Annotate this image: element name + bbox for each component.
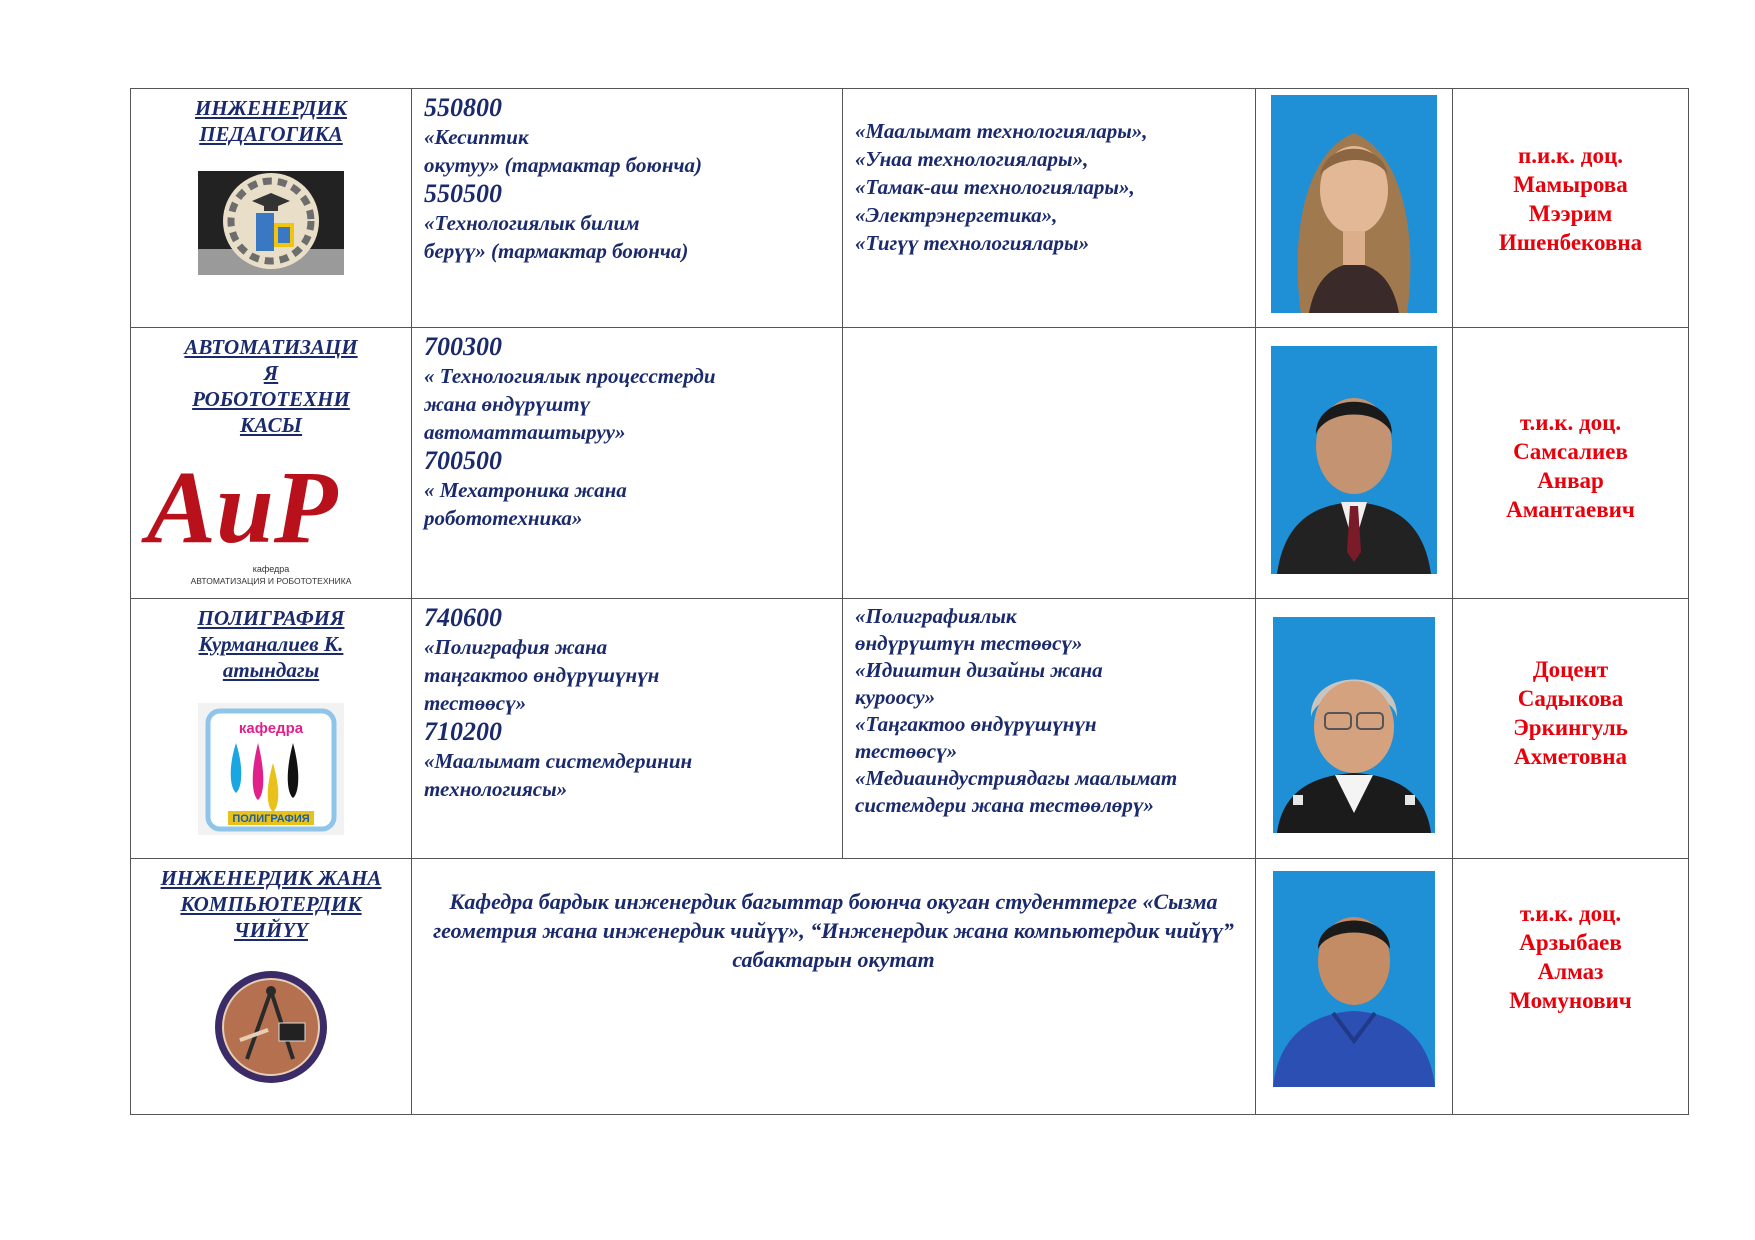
program-code: 550500 xyxy=(424,179,502,208)
photo-cell xyxy=(1256,859,1453,1115)
program-code: 740600 xyxy=(424,603,502,632)
programs-cell xyxy=(412,599,843,859)
department-name: АВТОМАТИЗАЦИ Я РОБОТОТЕХНИ КАСЫ xyxy=(184,335,358,437)
table-row xyxy=(131,89,1689,328)
svg-text:АВТОМАТИЗАЦИЯ И РОБОТОТЕХНИКА: АВТОМАТИЗАЦИЯ И РОБОТОТЕХНИКА xyxy=(190,576,352,586)
department-head-name: т.и.к. доц. Самсалиев Анвар Амантаевич xyxy=(1506,410,1635,522)
departments-table xyxy=(130,88,1689,1115)
svg-text:кафедра: кафедра xyxy=(252,564,290,574)
program-name: «Технологиялык билим берүү» (тармактар боюнча) xyxy=(424,211,689,263)
program-code: 710200 xyxy=(424,717,502,746)
specializations-cell xyxy=(843,599,1256,859)
department-description: Кафедра бардык инженердик багыттар боюнча окуган студенттерге «Сызма геометрия жана инженердик чийүү», “Инженердик жана компьютердик чийүү” сабактарын окутат xyxy=(433,889,1234,972)
table-row xyxy=(131,859,1689,1115)
specializations-text: «Полиграфиялык өндүрүштүн тестөөсү» «Идиштин дизайны жана куроосу» «Таңгактоо өндүрүшүнүн тестөөсү» «Медиаиндустриядагы маалымат системдери жана тестөөлөрү» xyxy=(855,604,1178,817)
polygraphy-logo-icon xyxy=(131,703,411,835)
specializations-cell xyxy=(843,89,1256,328)
engineering-drawing-logo-icon xyxy=(131,969,411,1085)
program-name: «Полиграфия жана таңгактоо өндүрүшүнүн тестөөсү» xyxy=(424,635,660,715)
program-name: « Технологиялык процесстерди жана өндүрүштү автоматташтыруу» xyxy=(424,364,716,444)
department-head-name: Доцент Садыкова Эркингуль Ахметовна xyxy=(1513,657,1628,769)
specializations-cell xyxy=(843,328,1256,599)
photo-cell xyxy=(1256,89,1453,328)
department-cell xyxy=(131,328,412,599)
program-code: 700300 xyxy=(424,332,502,361)
svg-text:кафедра: кафедра xyxy=(238,720,304,737)
description-cell xyxy=(412,859,1256,1115)
department-cell xyxy=(131,859,412,1115)
department-name: ПОЛИГРАФИЯ Курманалиев К. атындагы xyxy=(197,606,345,682)
department-head-name: п.и.к. доц. Мамырова Мээрим Ишенбековна xyxy=(1498,143,1643,255)
department-name: ИНЖЕНЕРДИК ЖАНА КОМПЬЮТЕРДИК ЧИЙҮҮ xyxy=(160,866,382,942)
avatar xyxy=(1256,859,1452,1087)
program-name: «Маалымат системдеринин технологиясы» xyxy=(424,749,693,801)
department-cell xyxy=(131,599,412,859)
table-row xyxy=(131,328,1689,599)
programs-cell xyxy=(412,89,843,328)
automation-robotics-logo-icon xyxy=(131,442,411,590)
avatar xyxy=(1256,89,1452,313)
program-code: 700500 xyxy=(424,446,502,475)
department-name: ИНЖЕНЕРДИК ПЕДАГОГИКА xyxy=(195,96,347,146)
svg-text:АиР: АиР xyxy=(146,450,338,565)
head-cell xyxy=(1453,599,1689,859)
specializations-text xyxy=(843,328,1255,356)
specializations-text: «Маалымат технологиялары», «Унаа технологиялары», «Тамак-аш технологиялары», «Электрэнергетика», «Тигүү технологиялары» xyxy=(855,119,1148,255)
photo-cell xyxy=(1256,328,1453,599)
head-cell xyxy=(1453,328,1689,599)
head-cell xyxy=(1453,89,1689,328)
table-row xyxy=(131,599,1689,859)
program-code: 550800 xyxy=(424,93,502,122)
photo-cell xyxy=(1256,599,1453,859)
head-cell xyxy=(1453,859,1689,1115)
engineering-pedagogy-logo-icon xyxy=(131,171,411,275)
avatar xyxy=(1256,599,1452,833)
department-head-name: т.и.к. доц. Арзыбаев Алмаз Момунович xyxy=(1509,901,1632,1013)
svg-text:ПОЛИГРАФИЯ: ПОЛИГРАФИЯ xyxy=(232,813,310,825)
program-name: «Кесиптик окутуу» (тармактар боюнча) xyxy=(424,125,702,177)
avatar xyxy=(1256,328,1452,574)
programs-cell xyxy=(412,328,843,599)
department-cell xyxy=(131,89,412,328)
program-name: « Мехатроника жана робототехника» xyxy=(424,478,627,530)
